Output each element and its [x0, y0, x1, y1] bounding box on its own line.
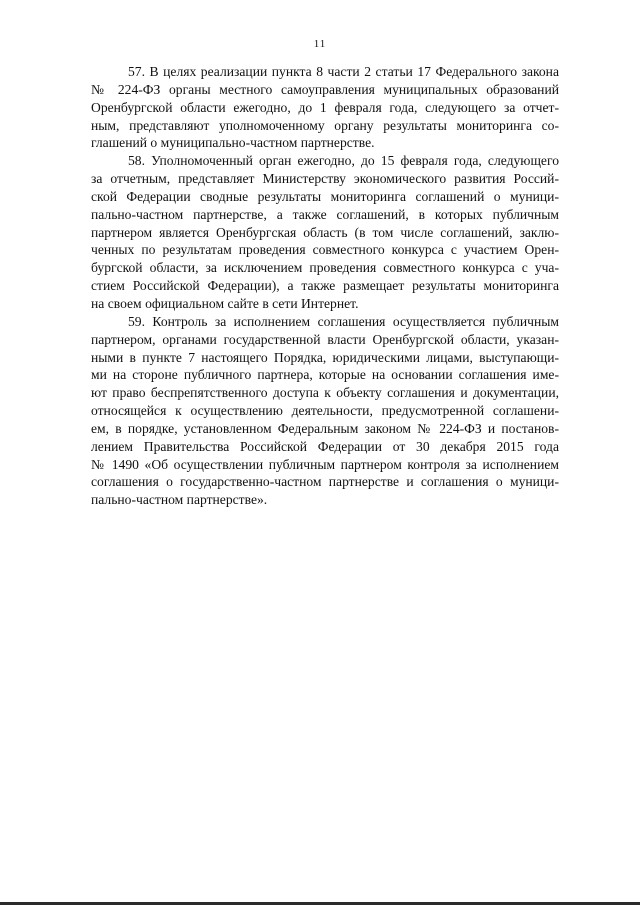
paragraph-line: ными в пункте 7 настоящего Порядка, юридическими лицами, выступающи-	[91, 349, 559, 365]
document-body	[91, 63, 559, 509]
paragraph-line: № 224-ФЗ органы местного самоуправления муниципальных образований	[91, 81, 559, 97]
paragraph-line: ченных по результатам проведения совместного конкурса с участием Орен-	[91, 242, 559, 258]
paragraph-line: 57. В целях реализации пункта 8 части 2 статьи 17 Федерального закона	[128, 64, 559, 79]
paragraph-line: стием Российской Федерации), а также размещает результаты мониторинга	[91, 278, 559, 294]
paragraph-line: соглашения о государственно-частном партнерстве и соглашения о муници-	[91, 474, 559, 490]
paragraph-line: ным, представляют уполномоченному органу результаты мониторинга со-	[91, 117, 559, 133]
paragraph-line: 58. Уполномоченный орган ежегодно, до 15 февраля года, следующего	[128, 153, 559, 169]
paragraph-line: пально-частном партнерстве».	[91, 492, 268, 508]
paragraph-line: за отчетным, представляет Министерству экономического развития Россий-	[91, 171, 559, 187]
paragraph-line: партнером является Оренбургская область (в том числе соглашений, заклю-	[91, 224, 559, 240]
paragraph-line: пально-частном партнерстве, а также соглашений, в которых публичным	[91, 206, 559, 222]
paragraph-line: относящейся к осуществлению деятельности, предусмотренной соглашени-	[91, 403, 559, 419]
page-number: 11	[313, 38, 327, 50]
paragraph-line: партнером, органами государственной власти Оренбургской области, указан-	[91, 331, 559, 347]
paragraph-line: 59. Контроль за исполнением соглашения осуществляется публичным	[128, 313, 559, 329]
paragraph-line: ской Федерации сводные результаты мониторинга соглашений о муници-	[91, 188, 559, 204]
paragraph-line: № 1490 «Об осуществлении публичным партнером контроля за исполнением	[91, 456, 559, 472]
paragraph-58	[91, 152, 559, 313]
paragraph-line: ем, в порядке, установленном Федеральным законом № 224-ФЗ и постанов-	[91, 420, 559, 436]
paragraph-line: бургской области, за исключением проведения совместного конкурса с уча-	[91, 260, 559, 276]
paragraph-line: ют право беспрепятственного доступа к объекту соглашения и документации,	[91, 385, 559, 401]
paragraph-line: глашений о муниципально-частном партнерстве.	[91, 135, 375, 151]
paragraph-57	[91, 63, 559, 152]
paragraph-59	[91, 313, 559, 509]
paragraph-line: Оренбургской области ежегодно, до 1 февраля года, следующего за отчет-	[91, 99, 559, 115]
paragraph-line: ми на стороне публичного партнера, которые на основании соглашения име-	[91, 367, 559, 383]
paragraph-line: на своем официальном сайте в сети Интернет.	[91, 295, 359, 311]
paragraph-line: лением Правительства Российской Федерации от 30 декабря 2015 года	[91, 438, 559, 454]
